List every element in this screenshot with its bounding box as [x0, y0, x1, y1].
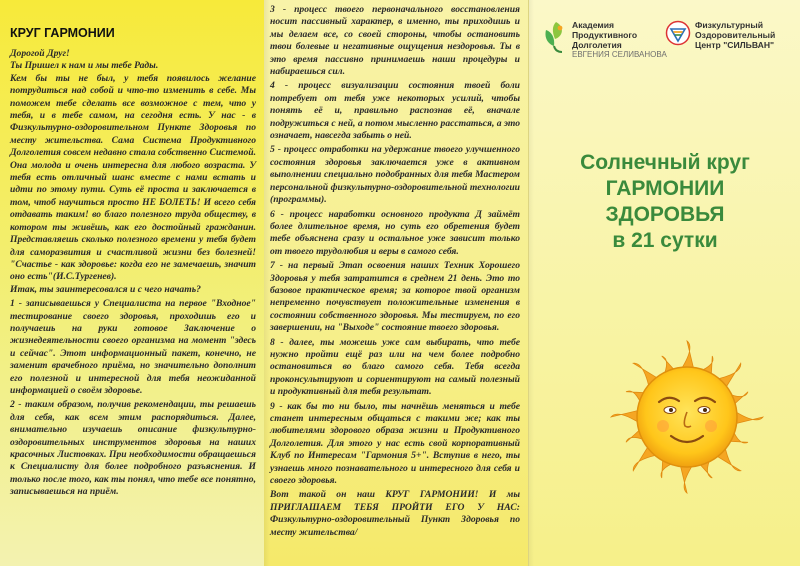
academy-line-4: ЕВГЕНИЯ СЕЛИВАНОВА	[572, 50, 667, 59]
step-7: 7 - на первый Этап освоения наших Техник Хорошего Здоровья у тебя затратится в среднем 21 день. Это то базовое практическое время; за которое твой организм непременно почувствует положительные изменения в состоянии собственного здоровья. Мы тестируем, по его завершении, на "Выходе" состояние твоего здоровья.	[270, 260, 520, 334]
greeting: Дорогой Друг!	[10, 48, 70, 59]
center-line-2: Оздоровительный	[695, 30, 776, 40]
headline	[529, 150, 800, 254]
step-2: 2 - таким образом, получив рекомендации, ты решаешь для себя, как всем этим распорядиться. Далее, внимательно изучаешь описание физкультурно-оздоровительных инструментов здоровья на наших красочных Листовках. При необходимости обращаешься к Специалисту для более подробного разъяснения. И только после того, как ты понял, что тебе все понятно, записываешься на приём.	[10, 399, 256, 498]
academy-logo	[542, 20, 667, 60]
fold-line	[528, 0, 534, 566]
question-line: Итак, ты заинтересовался и с чего начать?	[10, 283, 201, 295]
closing-text: Вот такой он наш КРУГ ГАРМОНИИ! И мы ПРИГЛАШАЕМ ТЕБЯ ПРОЙТИ ЕГО У НАС: Физкультурно-оздоровительный Пункт Здоровья по месту жительства/	[270, 489, 520, 538]
step-4: 4 - процесс визуализации состояния твоей боли потребует от тебя уже некоторых усилий, чтобы понять её и, правильно распознав её, вначале подружиться с ней, а потом мысленно расстаться, а это означает, навсегда забыть о ней.	[270, 80, 520, 142]
headline-line-4: в 21 сутки	[612, 229, 718, 252]
step-8: 8 - далее, ты можешь уже сам выбирать, что тебе нужно пройти ещё раз или на чем более подробно остановиться во благо самого себя. Тебя всегда проконсультируют и сориентируют на самый полезный и продуктивный для тебя результат.	[270, 336, 520, 398]
left-panel	[0, 0, 264, 566]
center-line-3: Центр "СИЛЬВАН"	[695, 40, 775, 50]
emblem-icon	[665, 20, 691, 46]
headline-line-2: ГАРМОНИИ	[605, 177, 725, 200]
step-6: 6 - процесс наработки основного продукта Д займёт более длительное время, но суть его обретения будет тебе объяснена сразу и остальное уже зависит только от твоего трудолюбия и веры в самого себя.	[270, 208, 520, 257]
middle-panel	[264, 0, 528, 566]
step-9: 9 - как бы то ни было, ты начнёшь меняться и тебе станет интересным общаться с такими же; как ты любителями здорового образа жизни и Продуктивного Долголетия. Для этого у нас есть свой корпоративный Клуб по Интересам "Гармония 5+". Вступив в него, ты узнаешь много познавательного и интересного для себя и своего здоровья.	[270, 400, 520, 487]
page-title: КРУГ ГАРМОНИИ	[10, 26, 115, 40]
academy-line-1: Академия	[572, 20, 615, 30]
middle-text	[270, 4, 520, 539]
sun-face-icon	[607, 312, 767, 522]
fold-line	[264, 0, 270, 566]
center-line-1: Физкультурный	[695, 20, 763, 30]
intro-paragraph: Кем бы ты не был, у тебя появилось желание потрудиться над собой и что-то изменить в себе. Мы поможем тебе сделать все возможное с тем, что у тебя, и в тебе самом, на сегодня есть. У нас - в Физкультурно-оздоровительном Пункте Здоровья по месту жительства. Сама Система Продуктивного Долголетия совсем недавно стала собственно Системой. Она молода и очень интересна для любого возраста. У тебя есть отличный шанс вместе с нами встать и идти по этому пути. Суть её проста и заключается в том, чтоб научиться просто НЕ БОЛЕТЬ! И всего себя отдавать таким! во благо полезного труда обществу, в котором ты живёшь, как его достойный гражданин. Представляешь сколько полезного времени у тебя будет для саморазвития и счастливой жизни без болезней! "Счастье - как здоровье: когда его не замечаешь, значит оно есть"(И.С.Тургенев).	[10, 72, 256, 283]
headline-line-3: ЗДОРОВЬЯ	[605, 203, 725, 226]
step-1: 1 - записываешься у Специалиста на первое "Входное" тестирование своего здоровья, проходишь его и получаешь на руки готовое Заключение о жизнедеятельности своего организма на момент "здесь и сейчас". Этот информационный пакет, конечно, не заменит врачебного приёма, но значительно дополнит его полезной и интересной для тебя неожиданной информацией о своём здоровье.	[10, 298, 256, 396]
intro-line: Ты Пришел к нам и мы тебе Рады.	[10, 60, 159, 72]
academy-line-3: Долголетия	[572, 40, 622, 50]
right-panel	[528, 0, 800, 566]
step-5: 5 - процесс отработки на удержание твоего улучшенного состояния здоровья заключается уже в активном выполнении специально подобранных для тебя Мастером персональной физкультурно-оздоровительной технологии (программы).	[270, 144, 520, 206]
left-text	[10, 48, 256, 499]
step-3: 3 - процесс твоего первоначального восстановления носит пассивный характер, в именно, ты приходишь и мы делаем все, со своей стороны, чтобы остановить твои болевые и негативные ощущения нездоровья. Ты в это время пассивно принимаешь наши процедуры и набираешься сил.	[270, 4, 520, 78]
headline-line-1: Солнечный круг	[580, 151, 750, 174]
academy-line-2: Продуктивного	[572, 30, 638, 40]
center-logo	[665, 20, 775, 50]
leaf-figure-icon	[542, 20, 568, 54]
